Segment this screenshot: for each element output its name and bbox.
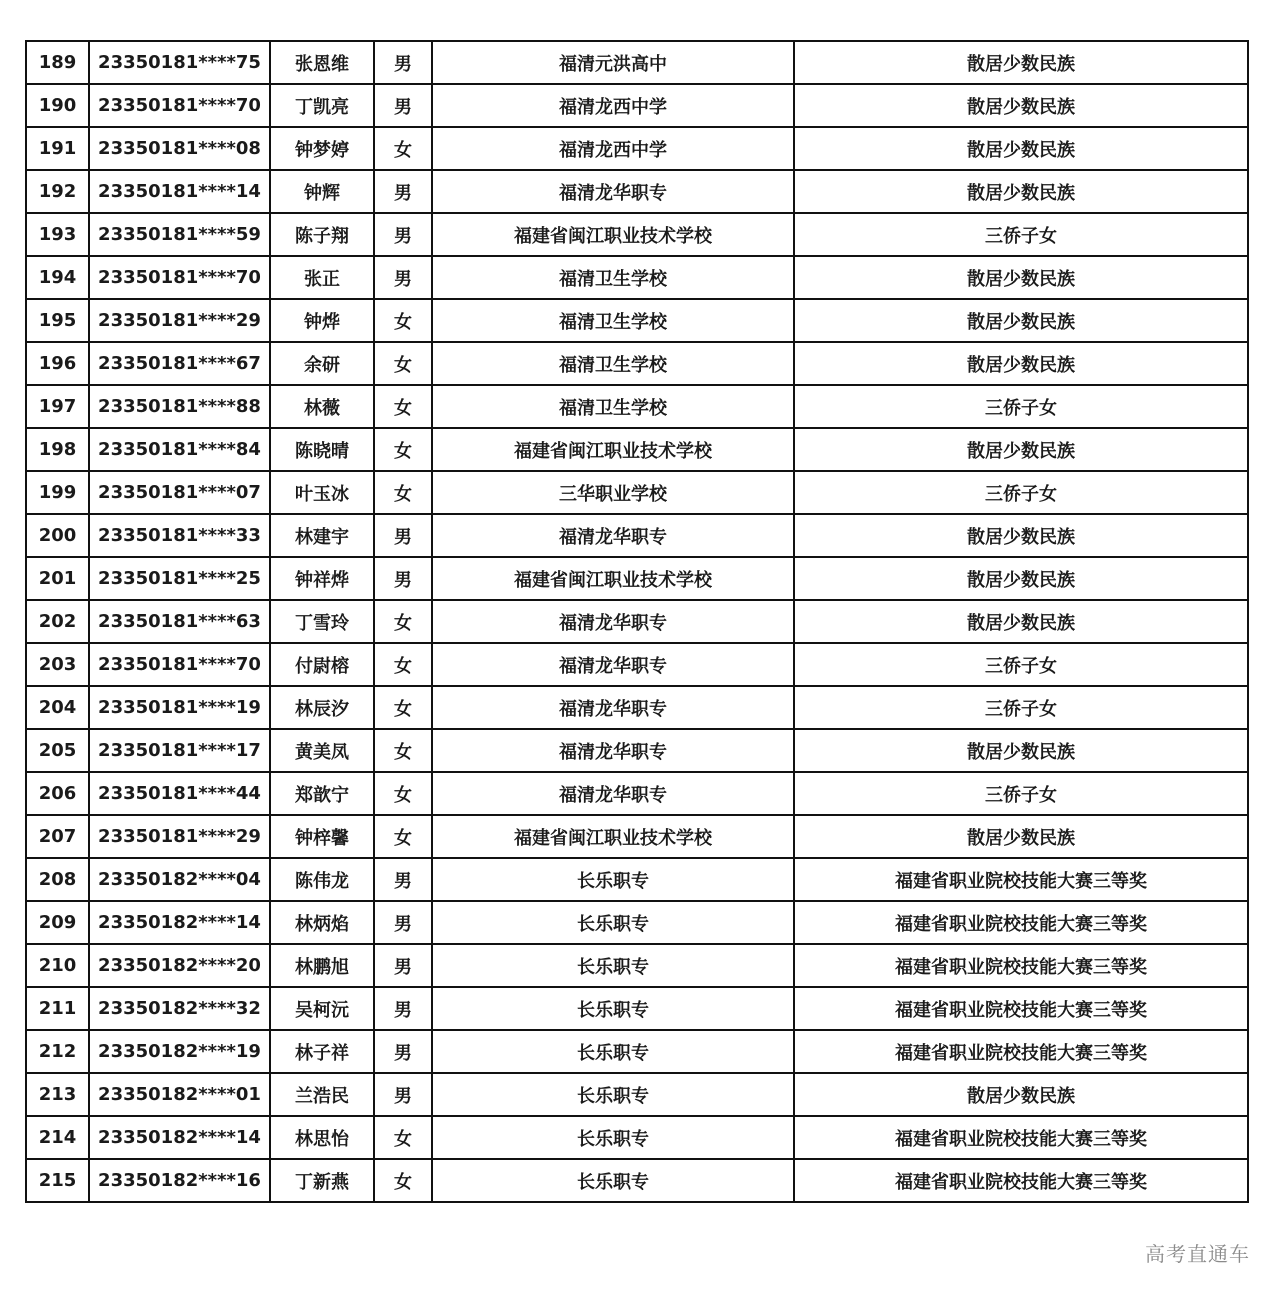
cell-candidate-id: 23350181****33	[89, 514, 270, 557]
cell-category: 散居少数民族	[794, 1073, 1248, 1116]
table-row	[26, 944, 1248, 987]
cell-student-name: 林辰汐	[270, 686, 374, 729]
cell-school: 福建省闽江职业技术学校	[432, 428, 794, 471]
cell-gender: 女	[374, 772, 432, 815]
cell-seq: 198	[26, 428, 89, 471]
cell-seq: 212	[26, 1030, 89, 1073]
cell-candidate-id: 23350181****88	[89, 385, 270, 428]
cell-gender: 女	[374, 127, 432, 170]
cell-candidate-id: 23350181****63	[89, 600, 270, 643]
cell-school: 长乐职专	[432, 1073, 794, 1116]
cell-candidate-id: 23350181****70	[89, 256, 270, 299]
cell-student-name: 丁新燕	[270, 1159, 374, 1202]
cell-student-name: 叶玉冰	[270, 471, 374, 514]
cell-category: 三侨子女	[794, 385, 1248, 428]
cell-school: 福清龙华职专	[432, 170, 794, 213]
cell-candidate-id: 23350181****84	[89, 428, 270, 471]
cell-student-name: 林思怡	[270, 1116, 374, 1159]
cell-seq: 204	[26, 686, 89, 729]
cell-school: 福建省闽江职业技术学校	[432, 815, 794, 858]
cell-candidate-id: 23350181****44	[89, 772, 270, 815]
cell-category: 散居少数民族	[794, 342, 1248, 385]
cell-gender: 男	[374, 170, 432, 213]
cell-school: 长乐职专	[432, 901, 794, 944]
cell-school: 福建省闽江职业技术学校	[432, 213, 794, 256]
cell-student-name: 郑歆宁	[270, 772, 374, 815]
cell-category: 散居少数民族	[794, 256, 1248, 299]
cell-seq: 193	[26, 213, 89, 256]
cell-candidate-id: 23350182****16	[89, 1159, 270, 1202]
cell-gender: 男	[374, 987, 432, 1030]
cell-student-name: 张恩维	[270, 41, 374, 84]
cell-seq: 194	[26, 256, 89, 299]
table-row	[26, 729, 1248, 772]
roster-table	[25, 40, 1249, 1203]
table-row	[26, 256, 1248, 299]
cell-school: 长乐职专	[432, 1116, 794, 1159]
cell-gender: 男	[374, 1073, 432, 1116]
cell-category: 三侨子女	[794, 213, 1248, 256]
cell-gender: 女	[374, 729, 432, 772]
cell-seq: 207	[26, 815, 89, 858]
cell-candidate-id: 23350182****01	[89, 1073, 270, 1116]
cell-category: 福建省职业院校技能大赛三等奖	[794, 901, 1248, 944]
cell-seq: 190	[26, 84, 89, 127]
cell-seq: 211	[26, 987, 89, 1030]
cell-seq: 213	[26, 1073, 89, 1116]
cell-student-name: 余研	[270, 342, 374, 385]
cell-school: 福清卫生学校	[432, 385, 794, 428]
cell-category: 散居少数民族	[794, 84, 1248, 127]
cell-candidate-id: 23350182****32	[89, 987, 270, 1030]
cell-seq: 192	[26, 170, 89, 213]
cell-school: 长乐职专	[432, 987, 794, 1030]
cell-school: 福清龙西中学	[432, 127, 794, 170]
table-row	[26, 987, 1248, 1030]
table-row	[26, 901, 1248, 944]
cell-category: 福建省职业院校技能大赛三等奖	[794, 987, 1248, 1030]
cell-school: 福清卫生学校	[432, 299, 794, 342]
cell-seq: 208	[26, 858, 89, 901]
cell-category: 福建省职业院校技能大赛三等奖	[794, 944, 1248, 987]
cell-seq: 197	[26, 385, 89, 428]
cell-school: 福建省闽江职业技术学校	[432, 557, 794, 600]
cell-gender: 男	[374, 858, 432, 901]
cell-gender: 男	[374, 256, 432, 299]
cell-student-name: 钟烨	[270, 299, 374, 342]
cell-school: 长乐职专	[432, 858, 794, 901]
cell-candidate-id: 23350181****70	[89, 84, 270, 127]
table-row	[26, 127, 1248, 170]
cell-school: 长乐职专	[432, 944, 794, 987]
table-row	[26, 686, 1248, 729]
cell-category: 散居少数民族	[794, 428, 1248, 471]
cell-gender: 女	[374, 428, 432, 471]
cell-candidate-id: 23350181****29	[89, 299, 270, 342]
cell-student-name: 兰浩民	[270, 1073, 374, 1116]
cell-gender: 男	[374, 84, 432, 127]
cell-gender: 男	[374, 213, 432, 256]
table-row	[26, 1116, 1248, 1159]
cell-category: 三侨子女	[794, 471, 1248, 514]
cell-student-name: 林炳焰	[270, 901, 374, 944]
cell-category: 散居少数民族	[794, 299, 1248, 342]
cell-candidate-id: 23350182****14	[89, 901, 270, 944]
cell-school: 福清龙华职专	[432, 514, 794, 557]
cell-category: 散居少数民族	[794, 41, 1248, 84]
table-row	[26, 772, 1248, 815]
cell-school: 福清龙华职专	[432, 772, 794, 815]
table-row	[26, 858, 1248, 901]
cell-seq: 202	[26, 600, 89, 643]
cell-school: 三华职业学校	[432, 471, 794, 514]
cell-seq: 201	[26, 557, 89, 600]
cell-seq: 195	[26, 299, 89, 342]
cell-seq: 214	[26, 1116, 89, 1159]
cell-category: 散居少数民族	[794, 127, 1248, 170]
cell-candidate-id: 23350181****14	[89, 170, 270, 213]
table-row	[26, 213, 1248, 256]
cell-school: 长乐职专	[432, 1159, 794, 1202]
cell-gender: 女	[374, 299, 432, 342]
cell-candidate-id: 23350181****59	[89, 213, 270, 256]
cell-category: 三侨子女	[794, 772, 1248, 815]
cell-gender: 女	[374, 342, 432, 385]
cell-gender: 女	[374, 643, 432, 686]
cell-school: 福清龙华职专	[432, 729, 794, 772]
cell-candidate-id: 23350182****04	[89, 858, 270, 901]
cell-candidate-id: 23350181****67	[89, 342, 270, 385]
cell-candidate-id: 23350181****75	[89, 41, 270, 84]
cell-candidate-id: 23350181****70	[89, 643, 270, 686]
cell-candidate-id: 23350181****19	[89, 686, 270, 729]
cell-student-name: 钟梦婷	[270, 127, 374, 170]
cell-gender: 男	[374, 944, 432, 987]
cell-gender: 女	[374, 385, 432, 428]
cell-gender: 男	[374, 41, 432, 84]
cell-category: 福建省职业院校技能大赛三等奖	[794, 1159, 1248, 1202]
cell-category: 福建省职业院校技能大赛三等奖	[794, 1030, 1248, 1073]
table-row	[26, 643, 1248, 686]
cell-school: 福清卫生学校	[432, 256, 794, 299]
table-row	[26, 84, 1248, 127]
cell-category: 三侨子女	[794, 643, 1248, 686]
cell-seq: 189	[26, 41, 89, 84]
cell-gender: 女	[374, 471, 432, 514]
cell-school: 福清卫生学校	[432, 342, 794, 385]
cell-student-name: 黄美凤	[270, 729, 374, 772]
cell-gender: 男	[374, 1030, 432, 1073]
cell-student-name: 钟辉	[270, 170, 374, 213]
table-row	[26, 514, 1248, 557]
cell-student-name: 付尉榕	[270, 643, 374, 686]
cell-student-name: 钟梓馨	[270, 815, 374, 858]
cell-gender: 男	[374, 901, 432, 944]
cell-candidate-id: 23350182****14	[89, 1116, 270, 1159]
cell-candidate-id: 23350181****17	[89, 729, 270, 772]
cell-school: 福清龙华职专	[432, 643, 794, 686]
cell-category: 散居少数民族	[794, 170, 1248, 213]
cell-student-name: 林子祥	[270, 1030, 374, 1073]
cell-candidate-id: 23350181****25	[89, 557, 270, 600]
cell-seq: 210	[26, 944, 89, 987]
table-row	[26, 1159, 1248, 1202]
table-row	[26, 299, 1248, 342]
table-row	[26, 557, 1248, 600]
cell-seq: 191	[26, 127, 89, 170]
cell-school: 福清龙华职专	[432, 686, 794, 729]
table-row	[26, 170, 1248, 213]
cell-gender: 女	[374, 815, 432, 858]
cell-gender: 男	[374, 557, 432, 600]
cell-seq: 203	[26, 643, 89, 686]
cell-gender: 女	[374, 686, 432, 729]
cell-category: 福建省职业院校技能大赛三等奖	[794, 858, 1248, 901]
cell-student-name: 钟祥烨	[270, 557, 374, 600]
cell-candidate-id: 23350182****20	[89, 944, 270, 987]
cell-candidate-id: 23350181****07	[89, 471, 270, 514]
cell-category: 散居少数民族	[794, 514, 1248, 557]
cell-gender: 男	[374, 514, 432, 557]
cell-seq: 206	[26, 772, 89, 815]
cell-category: 三侨子女	[794, 686, 1248, 729]
cell-gender: 女	[374, 1159, 432, 1202]
cell-candidate-id: 23350182****19	[89, 1030, 270, 1073]
cell-school: 福清龙西中学	[432, 84, 794, 127]
cell-category: 福建省职业院校技能大赛三等奖	[794, 1116, 1248, 1159]
cell-candidate-id: 23350181****29	[89, 815, 270, 858]
table-row	[26, 385, 1248, 428]
roster-table-body	[26, 41, 1248, 1202]
cell-student-name: 林建宇	[270, 514, 374, 557]
cell-school: 福清龙华职专	[432, 600, 794, 643]
roster-table-container	[25, 40, 1247, 1203]
cell-student-name: 林薇	[270, 385, 374, 428]
table-row	[26, 815, 1248, 858]
table-row	[26, 41, 1248, 84]
table-row	[26, 1073, 1248, 1116]
cell-student-name: 陈子翔	[270, 213, 374, 256]
cell-school: 福清元洪高中	[432, 41, 794, 84]
cell-school: 长乐职专	[432, 1030, 794, 1073]
cell-student-name: 张正	[270, 256, 374, 299]
table-row	[26, 342, 1248, 385]
cell-seq: 196	[26, 342, 89, 385]
table-row	[26, 471, 1248, 514]
cell-seq: 199	[26, 471, 89, 514]
cell-candidate-id: 23350181****08	[89, 127, 270, 170]
cell-gender: 女	[374, 1116, 432, 1159]
cell-category: 散居少数民族	[794, 557, 1248, 600]
cell-student-name: 丁雪玲	[270, 600, 374, 643]
cell-category: 散居少数民族	[794, 815, 1248, 858]
cell-student-name: 陈晓晴	[270, 428, 374, 471]
cell-category: 散居少数民族	[794, 600, 1248, 643]
table-row	[26, 1030, 1248, 1073]
table-row	[26, 600, 1248, 643]
cell-seq: 200	[26, 514, 89, 557]
cell-student-name: 林鹏旭	[270, 944, 374, 987]
cell-seq: 209	[26, 901, 89, 944]
cell-student-name: 丁凯亮	[270, 84, 374, 127]
watermark-text: 高考直通车	[1145, 1242, 1250, 1266]
cell-category: 散居少数民族	[794, 729, 1248, 772]
cell-gender: 女	[374, 600, 432, 643]
table-row	[26, 428, 1248, 471]
cell-student-name: 陈伟龙	[270, 858, 374, 901]
cell-seq: 205	[26, 729, 89, 772]
cell-student-name: 吴柯沅	[270, 987, 374, 1030]
cell-seq: 215	[26, 1159, 89, 1202]
